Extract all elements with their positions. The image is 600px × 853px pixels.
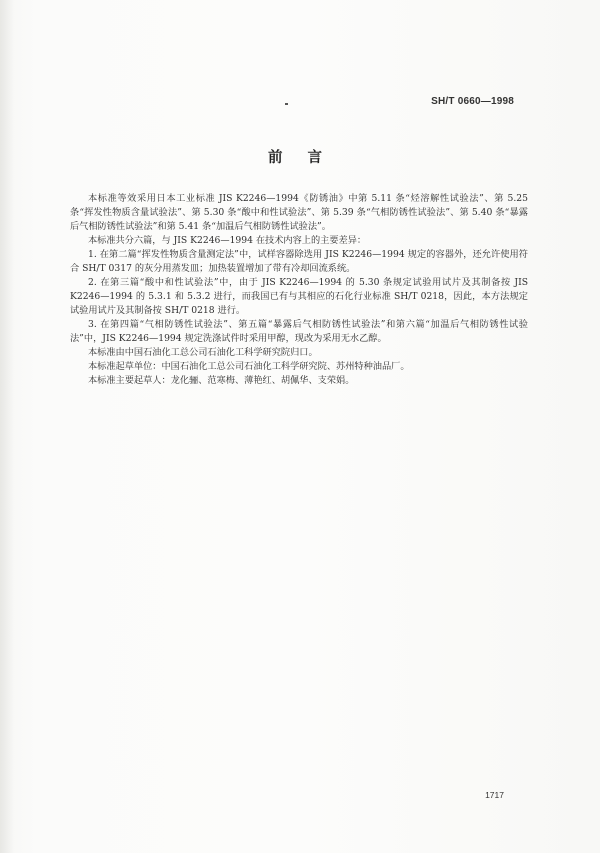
paragraph-responsible-unit: 本标准由中国石油化工总公司石油化工科学研究院归口。 bbox=[88, 347, 318, 358]
paragraph-drafting-unit: 本标准起草单位：中国石油化工总公司石油化工科学研究院、苏州特种油品厂。 bbox=[88, 361, 410, 372]
paragraph-adoption: 本标准等效采用日本工业标准 JIS K2246—1994《防锈油》中第 5.11 条“烃溶解性试验法”、第 5.25 条“挥发性物质含量试验法”、第 5.30 条“酸中和性试验法”、第 5.39 条“气相防锈性试验法”、第 5.40 条“暴露后气相防锈性试验法”和第 5.41 条“加温后气相防锈性试验法”。 bbox=[70, 193, 528, 232]
scan-edge-shadow bbox=[0, 0, 14, 853]
paragraph-differences-intro: 本标准共分六篇，与 JIS K2246—1994 在技术内容上的主要差异： bbox=[88, 235, 367, 246]
stray-ink-mark bbox=[285, 103, 288, 105]
foreword-body bbox=[70, 192, 528, 388]
paragraph-drafters: 本标准主要起草人：龙化骊、范寒梅、薄艳红、胡佩华、支荣娟。 bbox=[88, 375, 355, 386]
paragraph-difference-3: 3. 在第四篇“气相防锈性试验法”、第五篇“暴露后气相防锈性试验法”和第六篇“加温后气相防锈性试验法”中，JIS K2246—1994 规定洗涤试件时采用甲醇，现改为采用无水乙醇。 bbox=[70, 319, 528, 344]
standard-number: SH/T 0660—1998 bbox=[431, 96, 514, 107]
paragraph-difference-1: 1. 在第二篇“挥发性物质含量测定法”中，试样容器除选用 JIS K2246—1994 规定的容器外，还允许使用符合 SH/T 0317 的灰分用蒸发皿；加热装置增加了带有冷却回流系统。 bbox=[70, 249, 528, 274]
page-title: 前 言 bbox=[267, 150, 333, 166]
page-number: 1717 bbox=[485, 790, 504, 800]
paragraph-difference-2: 2. 在第三篇“酸中和性试验法”中，由于 JIS K2246—1994 的 5.30 条规定试验用试片及其制备按 JIS K2246—1994 的 5.3.1 和 5.3.2 进行，而我国已有与其相应的石化行业标准 SH/T 0218，因此，本方法规定试验用试片及其制备按 SH/T 0218 进行。 bbox=[70, 277, 528, 316]
